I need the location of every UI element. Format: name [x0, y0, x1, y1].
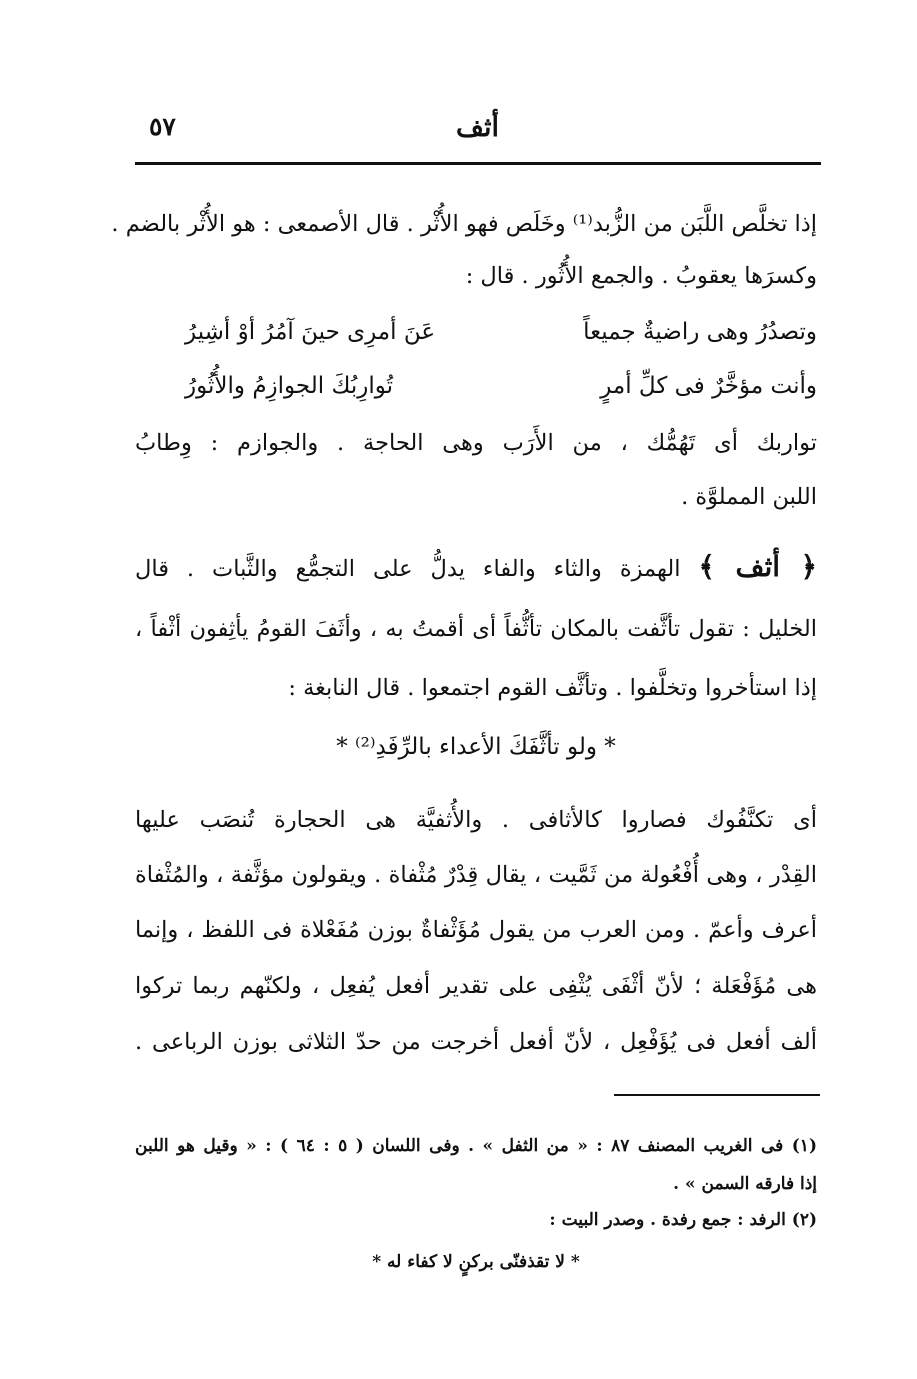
text-line-1: إذا تخلَّص اللَّبَن من الزُّبد⁽¹⁾ وخَلَص فهو الأُثْر . قال الأصمعى : هو الأُثْر بالضم .	[111, 211, 817, 237]
footnote-2-quote: * لا تقذفنّى بركنٍ لا كفاء له *	[372, 1252, 580, 1272]
entry-headword: ﴿ أثف ﴾	[698, 550, 817, 583]
text-line-5: أى تكنَّفُوك فصاروا كالأثافى . والأُثفيَّة هى الحجارة تُنصَب عليها	[135, 807, 817, 833]
verse-2-second-hemistich: تُوارِبُكَ الجوازِمُ والأُثُورُ	[185, 373, 394, 399]
text-line-3: تواربك أى تَهُمُّك ، من الأَرَب وهى الحاجة . والجوازم : وِطابُ	[135, 430, 817, 456]
entry-first-line	[135, 547, 817, 589]
footnote-2-line-1: (٢) الرفد : جمع رفدة . وصدر البيت :	[549, 1210, 817, 1230]
footnote-rule	[614, 1094, 820, 1096]
running-head: أثف	[456, 112, 499, 143]
text-line-6: القِدْر ، وهى أُفْعُولة من ثَمَّيت ، يقال قِدْرٌ مُثْفاة . ويقولون مؤثَّفة ، والمُثْفاة	[135, 862, 817, 888]
page-header	[135, 112, 820, 152]
text-line-2: وكسرَها يعقوبُ . والجمع الأُثُور . قال :	[465, 263, 817, 289]
nabigha-quote: * ولو تأثَّفَكَ الأعداء بالرِّفَدِ⁽²⁾ *	[336, 734, 616, 760]
verse-1-first-hemistich: وتصدُرُ وهى راضيةٌ جميعاً	[583, 319, 817, 345]
entry-text-2: الخليل : تقول تأثَّفت بالمكان تأثُّفاً أى أقمتُ به ، وأثَفَ القومُ يأثِفون أثْفاً ،	[135, 616, 817, 642]
footnote-1-line-1: (١) فى الغريب المصنف ٨٧ : « من الثفل » . وفى اللسان ( ٥ : ٦٤ ) : « وقيل هو اللبن	[135, 1136, 817, 1156]
verse-1-second-hemistich: عَنَ أمرِى حينَ آمُرُ أوْ أشِيرُ	[185, 319, 436, 345]
text-line-9: ألف أفعل فى يُؤَفْعِل ، لأنّ أفعل أخرجت من حدّ الثلاثى بوزن الرباعى .	[135, 1029, 817, 1055]
text-line-7: أعرف وأعمّ . ومن العرب من يقول مُؤَثْفاةٌ بوزن مُفَعْلاة فى اللفظ ، وإنما	[135, 917, 817, 943]
verse-2-first-hemistich: وأنت مؤخَّرٌ فى كلِّ أمرٍ	[600, 373, 817, 399]
entry-text-1: الهمزة والثاء والفاء يدلُّ على التجمُّع والثَّبات . قال	[135, 556, 681, 582]
footnote-1-line-2: إذا فارقه السمن » .	[673, 1174, 817, 1194]
header-rule	[135, 162, 821, 165]
page-number: ٥٧	[149, 112, 176, 141]
entry-text-3: إذا استأخروا وتخلَّفوا . وتأثَّف القوم اجتمعوا . قال النابغة :	[288, 675, 817, 701]
text-line-4: اللبن المملوَّة .	[681, 484, 817, 510]
text-line-8: هى مُؤَفْعَلة ؛ لأنّ أثْفَى يُثْفِى على تقدير أفعل يُفعِل ، ولكنّهم ربما تركوا	[135, 973, 817, 999]
